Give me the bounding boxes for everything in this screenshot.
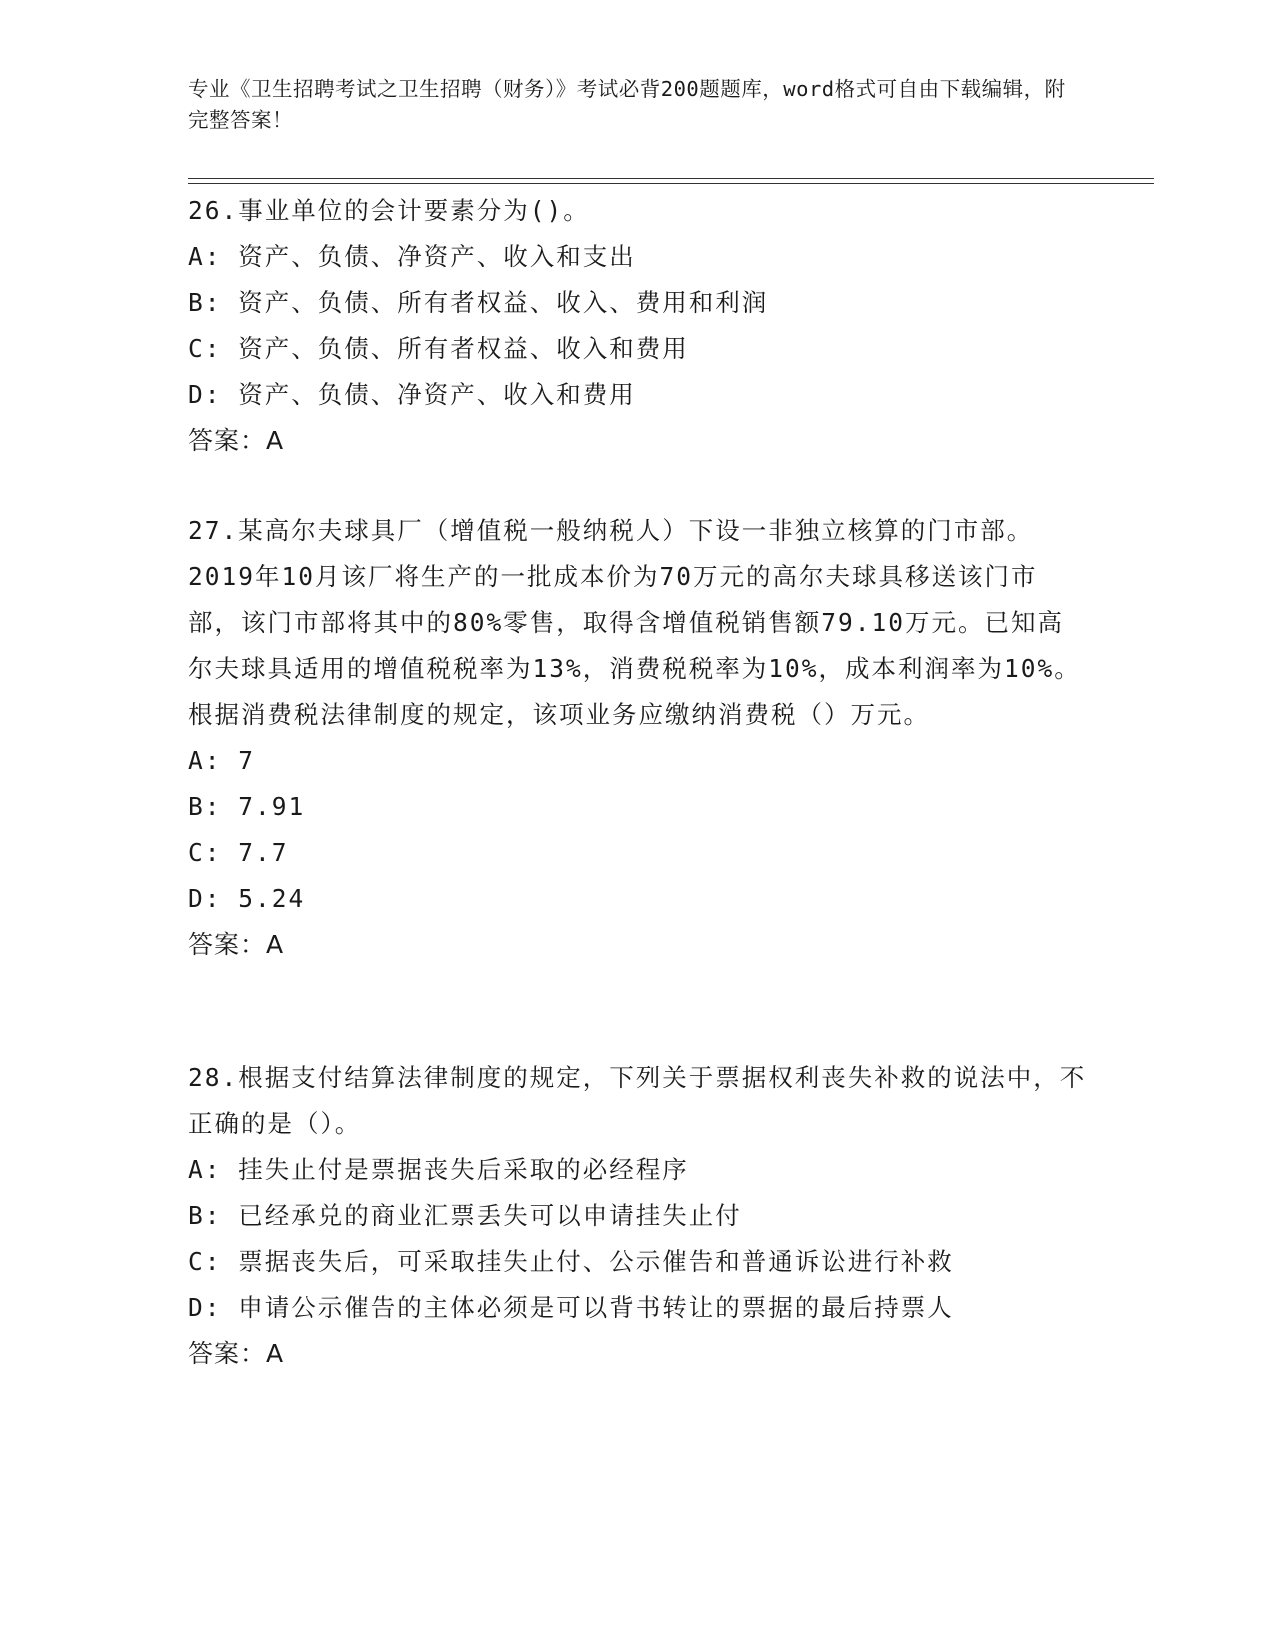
header-divider-bottom <box>188 183 1154 184</box>
option-a: A: 资产、负债、净资产、收入和支出 <box>188 242 636 271</box>
option-b: B: 资产、负债、所有者权益、收入、费用和利润 <box>188 288 769 317</box>
option-a: A: 挂失止付是票据丧失后采取的必经程序 <box>188 1155 689 1184</box>
header-divider-top <box>188 178 1154 179</box>
document-header: 专业《卫生招聘考试之卫生招聘（财务）》考试必背200题题库，word格式可自由下载编辑，附完整答案！ <box>188 77 1066 132</box>
answer-label: 答案：A <box>188 930 285 959</box>
answer-label: 答案：A <box>188 1339 285 1368</box>
option-c: C: 资产、负债、所有者权益、收入和费用 <box>188 334 689 363</box>
option-d: D: 申请公示催告的主体必须是可以背书转让的票据的最后持票人 <box>188 1293 954 1322</box>
answer-label: 答案：A <box>188 426 285 455</box>
question-stem: 27.某高尔夫球具厂（增值税一般纳税人）下设一非独立核算的门市部。2019年10月该厂将生产的一批成本价为70万元的高尔夫球具移送该门市部，该门市部将其中的80%零售，取得含增值税销售额79.10万元。已知高尔夫球具适用的增值税税率为13%，消费税税率为10%，成本利润率为10%。根据消费税法律制度的规定，该项业务应缴纳消费税（）万元。 <box>188 516 1081 729</box>
option-c: C: 票据丧失后，可采取挂失止付、公示催告和普通诉讼进行补救 <box>188 1247 954 1276</box>
question-28 <box>188 1055 1088 1377</box>
question-27 <box>188 508 1088 968</box>
question-stem: 26.事业单位的会计要素分为()。 <box>188 196 590 225</box>
option-d: D: 资产、负债、净资产、收入和费用 <box>188 380 636 409</box>
option-b: B: 7.91 <box>188 792 306 821</box>
question-stem: 28.根据支付结算法律制度的规定，下列关于票据权利丧失补救的说法中，不正确的是（）。 <box>188 1063 1087 1138</box>
option-d: D: 5.24 <box>188 884 306 913</box>
option-c: C: 7.7 <box>188 838 289 867</box>
option-a: A: 7 <box>188 746 256 775</box>
question-26 <box>188 188 1088 464</box>
option-b: B: 已经承兑的商业汇票丢失可以申请挂失止付 <box>188 1201 742 1230</box>
